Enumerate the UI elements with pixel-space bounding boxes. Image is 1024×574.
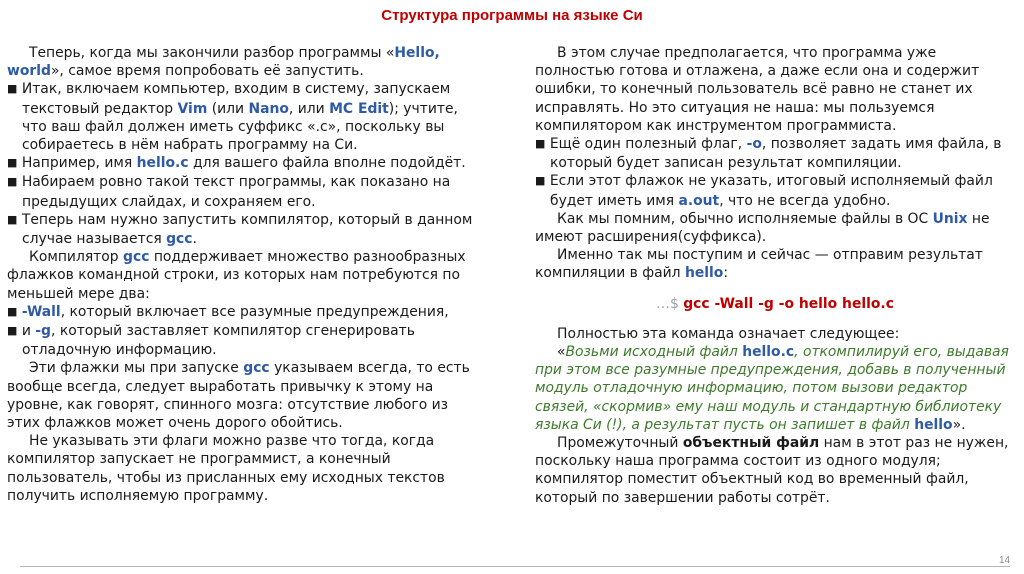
paragraph-object-file: Промежуточный объектный файл нам в этот раз не нужен, поскольку наша программа состоит из одного модуля; компилятор поместит объектный код во временный файл, который по завершении работы сотрёт. — [535, 435, 1009, 506]
paragraph-end-user: Не указывать эти флаги можно разве что тогда, когда компилятор запускает не программист, а конечный пользователь, чтобы из присланных ему исходных текстов получить исполняемую программу. — [7, 433, 445, 504]
bullet-icon: ■ — [7, 324, 18, 338]
bullet-a-out: ■ Если этот флажок не указать, итоговый исполняемый файл будет иметь имя a.out, что не всегда удобно. — [535, 173, 993, 209]
bullet-type-program: ■ Набираем ровно такой текст программы, как показано на предыдущих слайдах, и сохраняем его. — [7, 174, 451, 210]
paragraph-intro: Теперь, когда мы закончили разбор программы «Hello, world», самое время попробовать её запустить. — [7, 45, 440, 80]
left-column — [7, 44, 485, 505]
bullet-g-flag: ■ и -g, который заставляет компилятор сгенерировать отладочную информацию. — [7, 323, 415, 359]
bullet-icon: ■ — [7, 175, 18, 189]
slide-title: Структура программы на языке Си — [381, 7, 643, 24]
paragraph-send-result: Именно так мы поступим и сейчас — отправим результат компиляции в файл hello: — [535, 247, 983, 282]
bullet-icon: ■ — [7, 304, 18, 318]
bullet-icon: ■ — [7, 156, 18, 170]
bullet-filename: ■ Например, имя hello.c для вашего файла вполне подойдёт. — [7, 155, 466, 172]
paragraph-gcc-flags: Компилятор gcc поддерживает множество разнообразных флажков командной строки, из которых нам потребуются по меньшей мере два: — [7, 249, 466, 302]
quote-explanation: «Возьми исходный файл hello.c, откомпилируй его, выдавая при этом все разумные предупреждения, добавь в полученный модуль отладочную информацию, потом вызови редактор связей, «скормив» ему наш модуль и стандартную библиотеку языка Си (!), а результат пусть он запишет в файл hello». — [535, 344, 1009, 433]
bullet-o-flag: ■ Ещё один полезный флаг, -o, позволяет задать имя файла, в который будет записан результат компиляции. — [535, 136, 1002, 172]
bullet-icon: ■ — [535, 174, 546, 188]
bullet-icon: ■ — [7, 82, 18, 96]
command-line: …$ gcc -Wall -g -o hello hello.c — [656, 295, 894, 312]
bullet-icon: ■ — [7, 212, 18, 226]
right-column — [535, 44, 1015, 507]
paragraph-assumption: В этом случае предполагается, что программа уже полностью готова и отлажена, а даже если она и содержит ошибки, то конечный пользователь всё равно не станет их исправлять. Но это ситуация не наша: мы пользуемся компилятором как инструментом программиста. — [535, 45, 980, 134]
paragraph-unix: Как мы помним, обычно исполняемые файлы в ОС Unix не имеют расширения(суффикса). — [535, 210, 990, 246]
bullet-wall-flag: ■ -Wall, который включает все разумные предупреждения, — [7, 303, 449, 320]
footer-divider — [20, 566, 1010, 567]
paragraph-always-flags: Эти флажки мы при запуске gcc указываем всегда, то есть вообще всегда, следует выработать привычку к этому на уровне, как говорят, спинного мозга: отсутствие любого из этих флажков может очень дорого обойтись. — [7, 360, 470, 432]
bullet-run-compiler: ■ Теперь нам нужно запустить компилятор, который в данном случае называется gcc. — [7, 211, 473, 248]
bullet-icon: ■ — [535, 137, 546, 151]
bullet-editor: ■ Итак, включаем компьютер, входим в систему, запускаем текстовый редактор Vim (или Nano, или MC Edit); учтите, что ваш файл должен иметь суффикс «.c», поскольку вы собираетесь в нём набрать программу на Си. — [7, 81, 458, 154]
paragraph-meaning: Полностью эта команда означает следующее: — [557, 325, 900, 342]
page-number: 14 — [999, 555, 1011, 566]
